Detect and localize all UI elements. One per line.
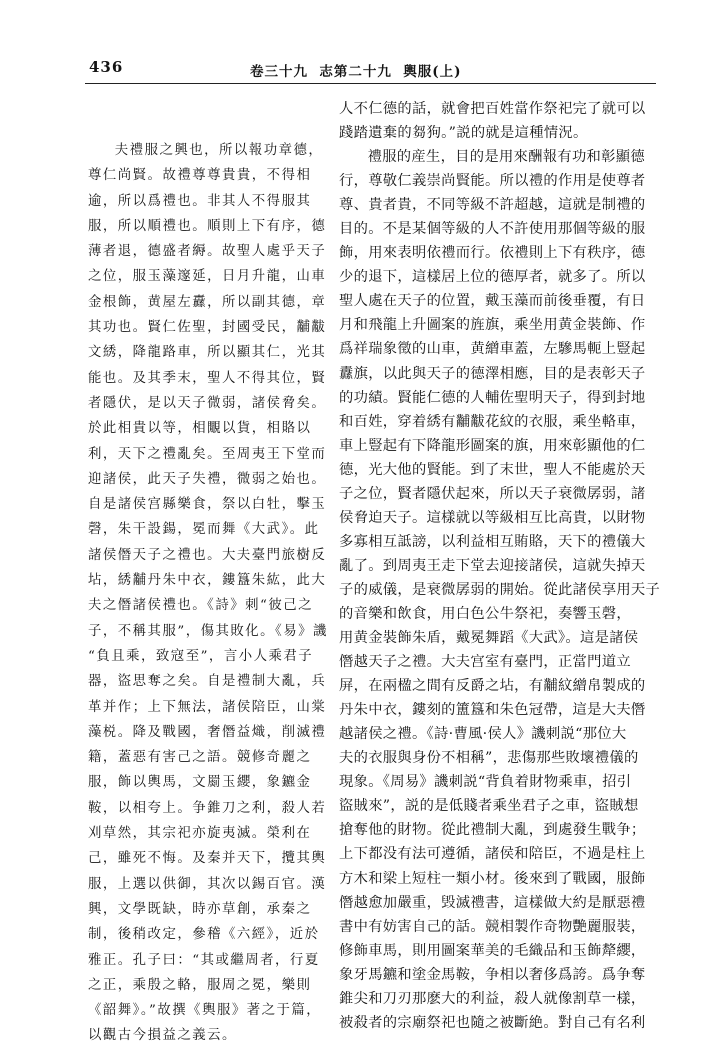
text-line: 文綉，降龍路車，所以顯其仁，光其: [88, 345, 327, 361]
text-line: 用黄金裝飾朱盾，戴冕舞蹈《大武》。這是諸侯: [339, 630, 639, 647]
text-line: 飾，用來表明依禮而行。依禮則上下有秩序，德: [339, 245, 646, 262]
text-line: 和百姓，穿着綉有黼黻花紋的衣服，乘坐輅車，: [339, 413, 646, 430]
text-line: 夫禮服之興也，所以報功章德，: [114, 143, 324, 158]
text-line: 自是諸侯宫縣樂食，祭以白牡，擊玉: [88, 497, 327, 513]
text-line: 子的威儀，是衰微孱弱的開始。從此諸侯享用天子: [339, 581, 661, 598]
page-number: 436: [89, 58, 124, 76]
text-line: 丹朱中衣，鏤刻的簠簋和朱色冠帶，這是大夫僭: [339, 702, 646, 719]
text-line: 越諸侯之禮。《詩·曹風·侯人》譏刺説“那位大: [339, 726, 627, 743]
text-line: 其功也。賢仁佐聖，封國受民，黼黻: [88, 320, 327, 336]
text-line: 象牙馬鑣和塗金馬鞍，争相以奢侈爲誇。爲争奪: [339, 966, 646, 983]
text-line: 服，上選以供御，其次以錫百官。漢: [88, 876, 327, 892]
text-line: 己，雖死不悔。及秦并天下，攬其輿: [88, 851, 327, 867]
text-line: 籍，蓋惡有害己之語。競修奇麗之: [88, 750, 312, 766]
text-line: 人不仁德的話，就會把百姓當作祭祀完了就可以: [339, 101, 646, 117]
text-line: 侯脅迫天子。這樣就以等級相互比高貴，以財物: [339, 509, 646, 526]
text-line: 器，盜思奪之矣。自是禮制大亂，兵: [88, 674, 327, 690]
text-line: 鞍，以相夸上。争錐刀之利，殺人若: [88, 800, 327, 816]
text-line: 利，天下之禮亂矣。至周夷王下堂而: [88, 446, 327, 462]
classical-text-column: [88, 138, 328, 1049]
text-line: 踐踏遺棄的芻狗。”説的就是這種情況。: [339, 125, 588, 142]
text-line: 行，尊敬仁義崇尚賢能。所以禮的作用是使尊者: [339, 173, 646, 190]
text-line: 薄者退，德盛者縟。故聖人處乎天子: [88, 244, 327, 260]
text-line: 逾，所以爲禮也。非其人不得服其: [88, 193, 312, 209]
text-line: 月和飛龍上升圖案的旌旗，乘坐用黄金裝飾、作: [339, 317, 646, 334]
text-line: 的音樂和飲食，用白色公牛祭祀，奏響玉磬，: [339, 605, 631, 622]
text-line: 迎諸侯，此天子失禮，微弱之始也。: [88, 471, 327, 487]
text-line: 被殺者的宗廟祭祀也隨之被斷絶。對自己有名利: [339, 1014, 646, 1031]
running-header: 卷三十九 志第二十九 輿服(上): [250, 64, 462, 80]
text-line: 多寡相互詆謗，以利益相互賄賂，天下的禮儀大: [339, 533, 646, 550]
text-line: 者隱伏，是以天子微弱，諸侯脅矣。: [88, 395, 327, 411]
text-line: 革并作；上下無法，諸侯陪臣，山棠: [88, 699, 327, 715]
text-line: 夫的衣服與身份不相稱”，悲傷那些敗壞禮儀的: [339, 750, 639, 767]
text-line: 子之位，賢者隱伏起來，所以天子衰微孱弱，諸: [339, 485, 646, 502]
text-line: 爲祥瑞象徵的山車，黄繒車蓋，左驂馬軛上豎起: [339, 341, 646, 358]
text-line: 錐尖和刀刃那麽大的利益，殺人就像割草一樣，: [339, 990, 646, 1007]
text-line: 目的。不是某個等級的人不許使用那個等級的服: [339, 221, 646, 238]
text-line: 服，飾以輿馬，文罽玉纓，象鑣金: [88, 775, 312, 791]
text-line: 現象。《周易》譏刺説“背負着財物乘車，招引: [339, 774, 632, 791]
header-rule: [85, 83, 656, 84]
text-line: 金根飾，黄屋左纛，所以副其德，章: [88, 294, 327, 310]
text-line: 禮服的産生，目的是用來酬報有功和彰顯德: [367, 149, 645, 166]
text-line: 興，文學既缺，時亦草創，承秦之: [88, 901, 312, 917]
text-line: 車上豎起有下降龍形圖案的旗，用來彰顯他的仁: [339, 437, 646, 454]
text-line: 藻棁。降及戰國，奢僭益熾，削滅禮: [88, 724, 327, 740]
text-line: 坫，綉黼丹朱中衣，鏤簋朱紘，此大: [88, 573, 327, 589]
text-line: 服，所以順禮也。順則上下有序，德: [88, 218, 327, 234]
text-line: 亂了。到周夷王走下堂去迎接諸侯，這就失掉天: [339, 557, 646, 574]
translation-column: [339, 97, 664, 1035]
text-line: 磬，朱干設鍚，冕而舞《大武》。此: [88, 522, 320, 538]
text-line: 之位，服玉藻邃延，日月升龍，山車: [88, 269, 327, 285]
text-line: 諸侯僭天子之禮也。大夫臺門旅樹反: [88, 547, 327, 563]
text-line: 夫之僭諸侯禮也。《詩》刺“彼己之: [88, 598, 314, 614]
text-line: 雅正。孔子曰：“其或繼周者，行夏: [88, 952, 320, 968]
text-line: 少的退下，這樣居上位的德厚者，就多了。所以: [339, 269, 646, 286]
text-line: 的功績。賢能仁德的人輔佐聖明天子，得到封地: [339, 389, 646, 406]
text-line: 制，後稍改定，參稽《六經》，近於: [88, 927, 320, 943]
text-line: 纛旗，以此與天子的德澤相應，目的是表彰天子: [339, 365, 646, 382]
text-line: 僭越愈加嚴重，毁滅禮書，這樣做大約是厭惡禮: [339, 894, 646, 911]
text-line: 能也。及其季末，聖人不得其位，賢: [88, 370, 327, 386]
text-line: 子，不稱其服”，傷其敗化。《易》譏: [88, 623, 328, 639]
text-line: 尊仁尚賢。故禮尊尊貴貴，不得相: [88, 168, 312, 184]
text-line: 《韶舞》。”故撰《輿服》著之于篇，: [88, 1003, 322, 1019]
text-line: 德，光大他的賢能。到了末世，聖人不能處於天: [339, 461, 646, 478]
text-line: 之正，乘殷之輅，服周之冕，樂則: [88, 977, 312, 993]
text-line: 書中有妨害自己的話。競相製作奇物艷麗服裝，: [339, 918, 646, 935]
text-line: 上下都没有法可遵循，諸侯和陪臣，不過是柱上: [339, 846, 646, 863]
text-line: “負且乘，致寇至”，言小人乘君子: [88, 648, 314, 664]
text-line: 方木和梁上短柱一類小材。後來到了戰國，服飾: [339, 870, 646, 887]
text-line: 搶奪他的財物。從此禮制大亂，到處發生戰争；: [339, 822, 646, 839]
text-line: 修飾車馬，則用圖案華美的毛織品和玉飾犛纓，: [339, 942, 646, 959]
text-line: 屏，在兩楹之間有反爵之坫，有黼紋繒帛製成的: [339, 678, 646, 695]
text-line: 於此相貴以等，相覵以貨，相賂以: [88, 421, 312, 437]
text-line: 以觀古今損益之義云。: [88, 1028, 237, 1044]
text-line: 聖人處在天子的位置，戴玉藻而前後垂覆，有日: [339, 293, 646, 310]
text-line: 尊、貴者貴，不同等級不許超越，這就是制禮的: [339, 197, 646, 214]
text-line: 僭越天子之禮。大夫宫室有臺門，正當門道立: [339, 654, 631, 671]
text-line: 盜賊來”，説的是低賤者乘坐君子之車，盜賊想: [339, 798, 639, 815]
text-line: 刈草然，其宗祀亦旋夷滅。榮利在: [88, 826, 312, 842]
